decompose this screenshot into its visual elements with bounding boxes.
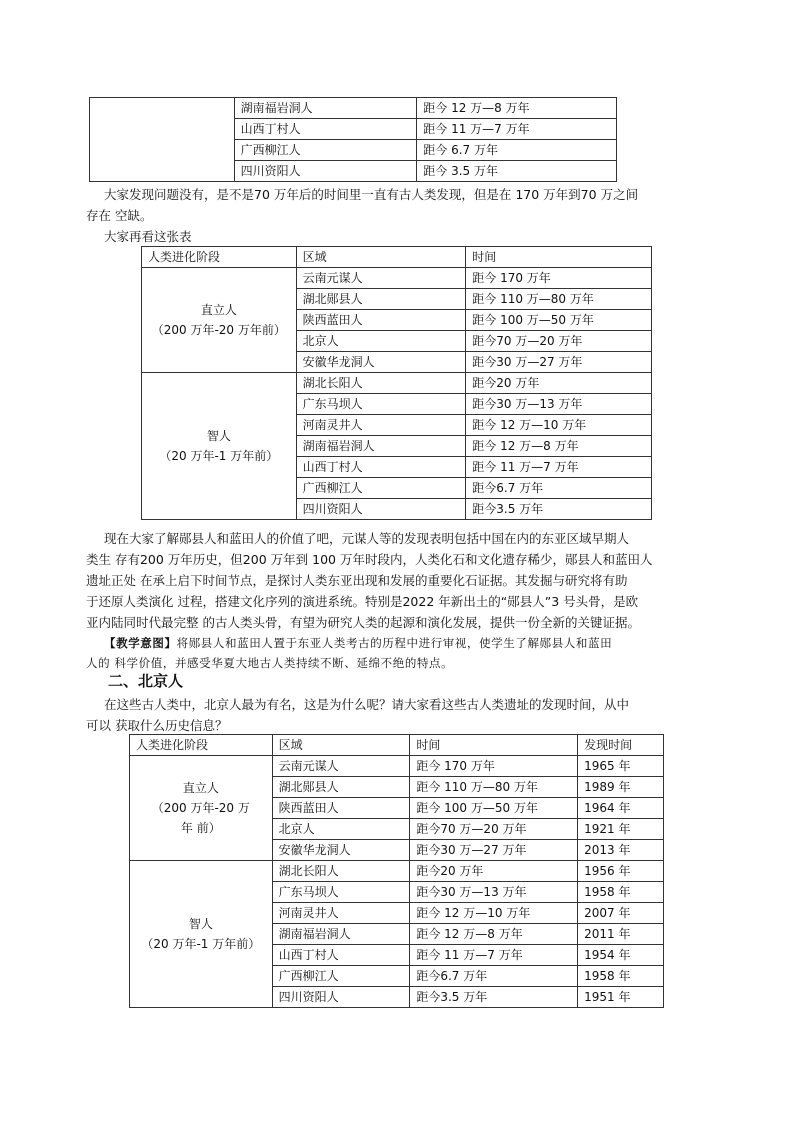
- time-cell: 距今20 万年: [466, 373, 652, 394]
- region-cell: 湖北长阳人: [272, 861, 410, 882]
- region-cell: 湖南福岩洞人: [234, 98, 417, 119]
- time-cell: 距今 12 万—10 万年: [466, 415, 652, 436]
- header-time: 时间: [466, 247, 652, 268]
- region-cell: 广西柳江人: [296, 478, 466, 499]
- stage-range: （20 万年-1 万年前）: [141, 937, 261, 951]
- region-cell: 云南元谋人: [272, 756, 410, 777]
- found-cell: 1965 年: [578, 756, 664, 777]
- paragraph-line: 大家发现问题没有，是不是70 万年后的时间里一直有古人类发现，但是在 170 万年到70 万之间: [104, 187, 639, 202]
- region-cell: 河南灵井人: [296, 415, 466, 436]
- time-cell: 距今 170 万年: [466, 268, 652, 289]
- table-row: [90, 98, 617, 119]
- table-continuation: [89, 97, 617, 182]
- time-cell: 距今6.7 万年: [466, 478, 652, 499]
- time-cell: 距今 11 万—7 万年: [410, 945, 578, 966]
- time-cell: 距今 11 万—7 万年: [466, 457, 652, 478]
- stage-range: （20 万年-1 万年前）: [159, 449, 279, 463]
- region-cell: 安徽华龙洞人: [296, 352, 466, 373]
- time-cell: 距今3.5 万年: [466, 499, 652, 520]
- table-row: [142, 268, 652, 289]
- time-cell: 距今30 万—27 万年: [466, 352, 652, 373]
- region-cell: 山西丁村人: [234, 119, 417, 140]
- paragraph-line: 于还原人类演化 过程，搭建文化序列的演进系统。特别是2022 年新出土的“郧县人”3 号头骨，是欧: [86, 594, 639, 609]
- region-cell: 四川资阳人: [234, 161, 417, 182]
- region-cell: 湖北郧县人: [296, 289, 466, 310]
- region-cell: 四川资阳人: [296, 499, 466, 520]
- paragraph-line: 可以 获取什么历史信息？: [86, 718, 228, 733]
- paragraph-line: 大家再看这张表: [104, 229, 192, 244]
- table-header-row: [142, 247, 652, 268]
- region-cell: 山西丁村人: [296, 457, 466, 478]
- region-cell: 四川资阳人: [272, 987, 410, 1008]
- paragraph-line: 亚内陆同时代最完整 的古人类头骨，有望为研究人类的起源和演化发展，提供一份全新的关键证据。: [86, 615, 640, 630]
- time-cell: 距今30 万—13 万年: [410, 882, 578, 903]
- stage-name: 智人: [206, 429, 231, 443]
- found-cell: 1989 年: [578, 777, 664, 798]
- paragraph-line: 在这些古人类中，北京人最为有名，这是为什么呢？请大家看这些古人类遗址的发现时间，从中: [104, 697, 630, 712]
- region-cell: 湖南福岩洞人: [296, 436, 466, 457]
- time-cell: 距今70 万—20 万年: [410, 819, 578, 840]
- region-cell: 广西柳江人: [272, 966, 410, 987]
- header-region: 区域: [272, 735, 410, 756]
- time-cell: 距今70 万—20 万年: [466, 331, 652, 352]
- time-cell: 距今20 万年: [410, 861, 578, 882]
- region-cell: 广西柳江人: [234, 140, 417, 161]
- time-cell: 距今 12 万—8 万年: [466, 436, 652, 457]
- region-cell: 陕西蓝田人: [272, 798, 410, 819]
- time-cell: 距今 170 万年: [410, 756, 578, 777]
- region-cell: 北京人: [296, 331, 466, 352]
- region-cell: 北京人: [272, 819, 410, 840]
- found-cell: 1951 年: [578, 987, 664, 1008]
- time-cell: 距今30 万—27 万年: [410, 840, 578, 861]
- found-cell: 1921 年: [578, 819, 664, 840]
- time-cell: 距今6.7 万年: [410, 966, 578, 987]
- time-cell: 距今 3.5 万年: [417, 161, 617, 182]
- header-stage: 人类进化阶段: [130, 735, 273, 756]
- header-region: 区域: [296, 247, 466, 268]
- evolution-table: [141, 246, 652, 520]
- time-cell: 距今 6.7 万年: [417, 140, 617, 161]
- time-cell: 距今 12 万—10 万年: [410, 903, 578, 924]
- time-cell: 距今 11 万—7 万年: [417, 119, 617, 140]
- header-stage: 人类进化阶段: [142, 247, 297, 268]
- found-cell: 1958 年: [578, 966, 664, 987]
- stage-cell-homo-sapiens: [130, 861, 273, 1008]
- stage-name: 直立人: [182, 781, 219, 795]
- section-heading: 二、北京人: [108, 672, 184, 690]
- stage-cell-homo-sapiens: [142, 373, 297, 520]
- region-cell: 湖北长阳人: [296, 373, 466, 394]
- found-cell: 1964 年: [578, 798, 664, 819]
- found-cell: 1956 年: [578, 861, 664, 882]
- stage-range: （200 万年-20 万: [151, 801, 250, 815]
- time-cell: 距今3.5 万年: [410, 987, 578, 1008]
- teaching-intent-label: 【教学意图】: [104, 636, 177, 650]
- time-cell: 距今 12 万—8 万年: [410, 924, 578, 945]
- region-cell: 云南元谋人: [296, 268, 466, 289]
- discovery-table: [129, 734, 664, 1008]
- time-cell: 距今 100 万—50 万年: [410, 798, 578, 819]
- time-cell: 距今 110 万—80 万年: [466, 289, 652, 310]
- teaching-intent-line: [104, 633, 612, 653]
- table-row: [130, 756, 664, 777]
- found-cell: 2007 年: [578, 903, 664, 924]
- paragraph-line: 遗址正处 在承上启下时间节点，是探讨人类东亚出现和发展的重要化石证据。其发掘与研究将有助: [86, 573, 628, 588]
- region-cell: 河南灵井人: [272, 903, 410, 924]
- stage-range: （200 万年-20 万年前）: [151, 323, 286, 337]
- time-cell: 距今30 万—13 万年: [466, 394, 652, 415]
- stage-name: 智人: [188, 917, 213, 931]
- header-time: 时间: [410, 735, 578, 756]
- found-cell: 1958 年: [578, 882, 664, 903]
- stage-cell-homo-erectus: [130, 756, 273, 861]
- table-row: [142, 373, 652, 394]
- paragraph-line: 现在大家了解郧县人和蓝田人的价值了吧，元谋人等的发现表明包括中国在内的东亚区域早期人: [104, 531, 630, 546]
- empty-stage-cell: [90, 98, 235, 182]
- region-cell: 安徽华龙洞人: [272, 840, 410, 861]
- header-discovery: 发现时间: [578, 735, 664, 756]
- teaching-intent-line: 人的 科学价值，并感受华夏大地古人类持续不断、延绵不绝的特点。: [86, 656, 454, 670]
- region-cell: 陕西蓝田人: [296, 310, 466, 331]
- teaching-intent-text: 将郧县人和蓝田人置于东亚人类考古的历程中进行审视，使学生了解郧县人和蓝田: [176, 636, 613, 650]
- time-cell: 距今 100 万—50 万年: [466, 310, 652, 331]
- region-cell: 湖南福岩洞人: [272, 924, 410, 945]
- stage-name: 直立人: [200, 303, 237, 317]
- stage-cell-homo-erectus: [142, 268, 297, 373]
- paragraph-line: 类生 存有200 万年历史，但200 万年到 100 万年时段内，人类化石和文化遗存稀少，郧县人和蓝田人: [86, 552, 653, 567]
- found-cell: 1954 年: [578, 945, 664, 966]
- table-header-row: [130, 735, 664, 756]
- time-cell: 距今 12 万—8 万年: [417, 98, 617, 119]
- region-cell: 广东马坝人: [296, 394, 466, 415]
- region-cell: 山西丁村人: [272, 945, 410, 966]
- found-cell: 2013 年: [578, 840, 664, 861]
- time-cell: 距今 110 万—80 万年: [410, 777, 578, 798]
- table-row: [130, 861, 664, 882]
- found-cell: 2011 年: [578, 924, 664, 945]
- region-cell: 广东马坝人: [272, 882, 410, 903]
- paragraph-line: 存在 空缺。: [86, 208, 153, 223]
- region-cell: 湖北郧县人: [272, 777, 410, 798]
- stage-range-cont: 年 前）: [180, 821, 221, 835]
